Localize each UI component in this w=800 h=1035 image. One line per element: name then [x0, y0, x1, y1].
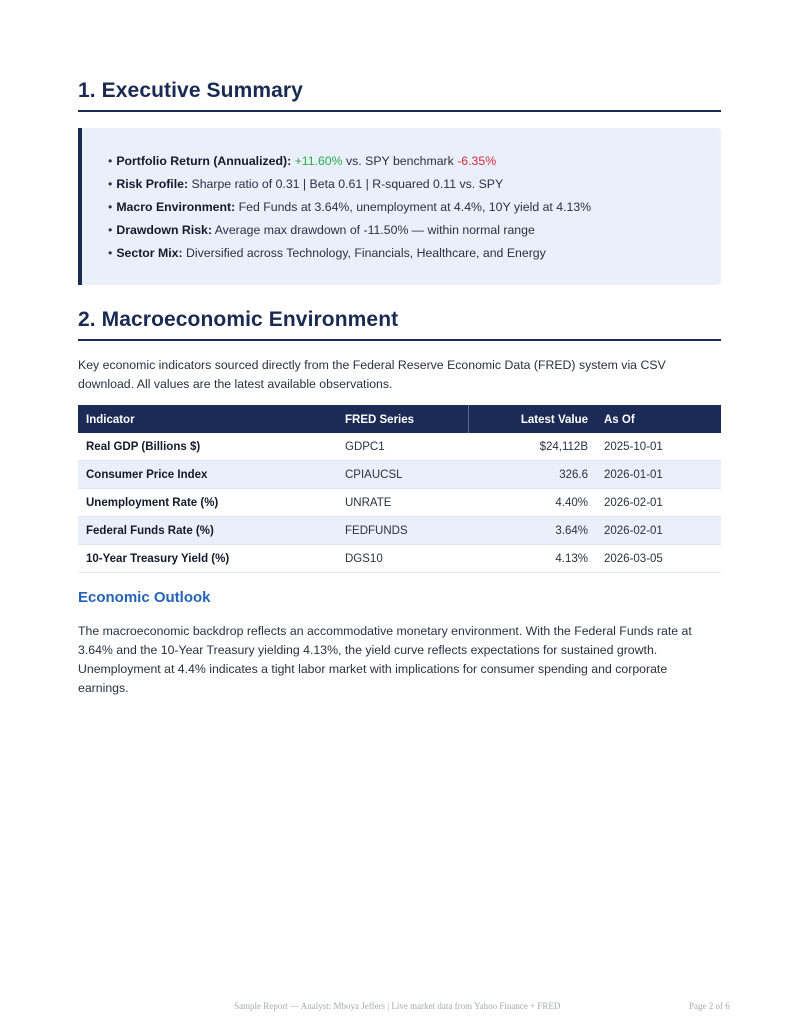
summary-item-sector-mix — [108, 242, 721, 265]
table-header-row — [78, 406, 721, 434]
cell-indicator: Unemployment Rate (%) — [78, 489, 337, 517]
cell-as-of: 2025-10-01 — [596, 433, 721, 461]
bullet-glyph: • — [108, 223, 113, 237]
summary-label: Macro Environment: — [116, 200, 236, 214]
col-header-indicator: Indicator — [78, 406, 337, 434]
macro-environment-heading: 2. Macroeconomic Environment — [78, 308, 721, 341]
cell-value: 4.13% — [468, 545, 596, 573]
col-header-fred-series: FRED Series — [337, 406, 468, 434]
summary-item-risk-profile — [108, 173, 721, 196]
summary-item-macro-environment — [108, 196, 721, 219]
cell-indicator: Federal Funds Rate (%) — [78, 517, 337, 545]
cell-series: CPIAUCSL — [337, 461, 468, 489]
cell-as-of: 2026-02-01 — [596, 517, 721, 545]
col-header-latest-value: Latest Value — [468, 406, 596, 434]
summary-label: Portfolio Return (Annualized): — [116, 154, 292, 168]
cell-as-of: 2026-03-05 — [596, 545, 721, 573]
table-row — [78, 433, 721, 461]
summary-text: Sharpe ratio of 0.31 | Beta 0.61 | R-squared 0.11 vs. SPY — [188, 177, 504, 191]
cell-value: 4.40% — [468, 489, 596, 517]
bullet-glyph: • — [108, 154, 113, 168]
cell-as-of: 2026-01-01 — [596, 461, 721, 489]
summary-text: Average max drawdown of -11.50% — within normal range — [211, 223, 535, 237]
cell-indicator: 10-Year Treasury Yield (%) — [78, 545, 337, 573]
benchmark-return-value: -6.35% — [457, 154, 497, 168]
cell-indicator: Consumer Price Index — [78, 461, 337, 489]
table-row — [78, 545, 721, 573]
summary-item-portfolio-return — [108, 150, 721, 173]
summary-text: vs. SPY benchmark — [342, 154, 458, 168]
executive-summary-heading: 1. Executive Summary — [78, 79, 721, 112]
summary-list — [108, 150, 721, 265]
cell-value: 326.6 — [468, 461, 596, 489]
summary-label: Sector Mix: — [116, 246, 183, 260]
cell-value: 3.64% — [468, 517, 596, 545]
summary-label: Drawdown Risk: — [116, 223, 212, 237]
economic-outlook-heading: Economic Outlook — [78, 589, 211, 606]
macro-indicators-table — [78, 405, 721, 573]
footer-page-number: Page 2 of 6 — [689, 1001, 730, 1011]
table-row — [78, 461, 721, 489]
footer-caption: Sample Report — Analyst: Mboya Jeffers | Live market data from Yahoo Finance + FRED — [234, 1001, 561, 1011]
cell-series: GDPC1 — [337, 433, 468, 461]
table-row — [78, 489, 721, 517]
economic-outlook-paragraph: The macroeconomic backdrop reflects an accommodative monetary environment. With the Federal Funds rate at 3.64% and the 10-Year Treasury yielding 4.13%, the yield curve reflects expectations for sustained growth. Unemployment at 4.4% indicates a tight labor market with implications for consumer spending and corporate earnings. — [78, 624, 692, 695]
cell-series: FEDFUNDS — [337, 517, 468, 545]
bullet-glyph: • — [108, 246, 113, 260]
summary-item-drawdown-risk — [108, 219, 721, 242]
cell-series: UNRATE — [337, 489, 468, 517]
cell-as-of: 2026-02-01 — [596, 489, 721, 517]
cell-indicator: Real GDP (Billions $) — [78, 433, 337, 461]
table-row — [78, 517, 721, 545]
bullet-glyph: • — [108, 177, 113, 191]
cell-series: DGS10 — [337, 545, 468, 573]
cell-value: $24,112B — [468, 433, 596, 461]
summary-text: Fed Funds at 3.64%, unemployment at 4.4%, 10Y yield at 4.13% — [235, 200, 592, 214]
executive-summary-panel — [78, 128, 721, 285]
portfolio-return-value: +11.60% — [294, 154, 343, 168]
bullet-glyph: • — [108, 200, 113, 214]
col-header-as-of: As Of — [596, 406, 721, 434]
summary-text: Diversified across Technology, Financials, Healthcare, and Energy — [182, 246, 546, 260]
summary-label: Risk Profile: — [116, 177, 189, 191]
macro-intro-paragraph: Key economic indicators sourced directly from the Federal Reserve Economic Data (FRED) system via CSV download. All values are the latest available observations. — [78, 358, 666, 391]
